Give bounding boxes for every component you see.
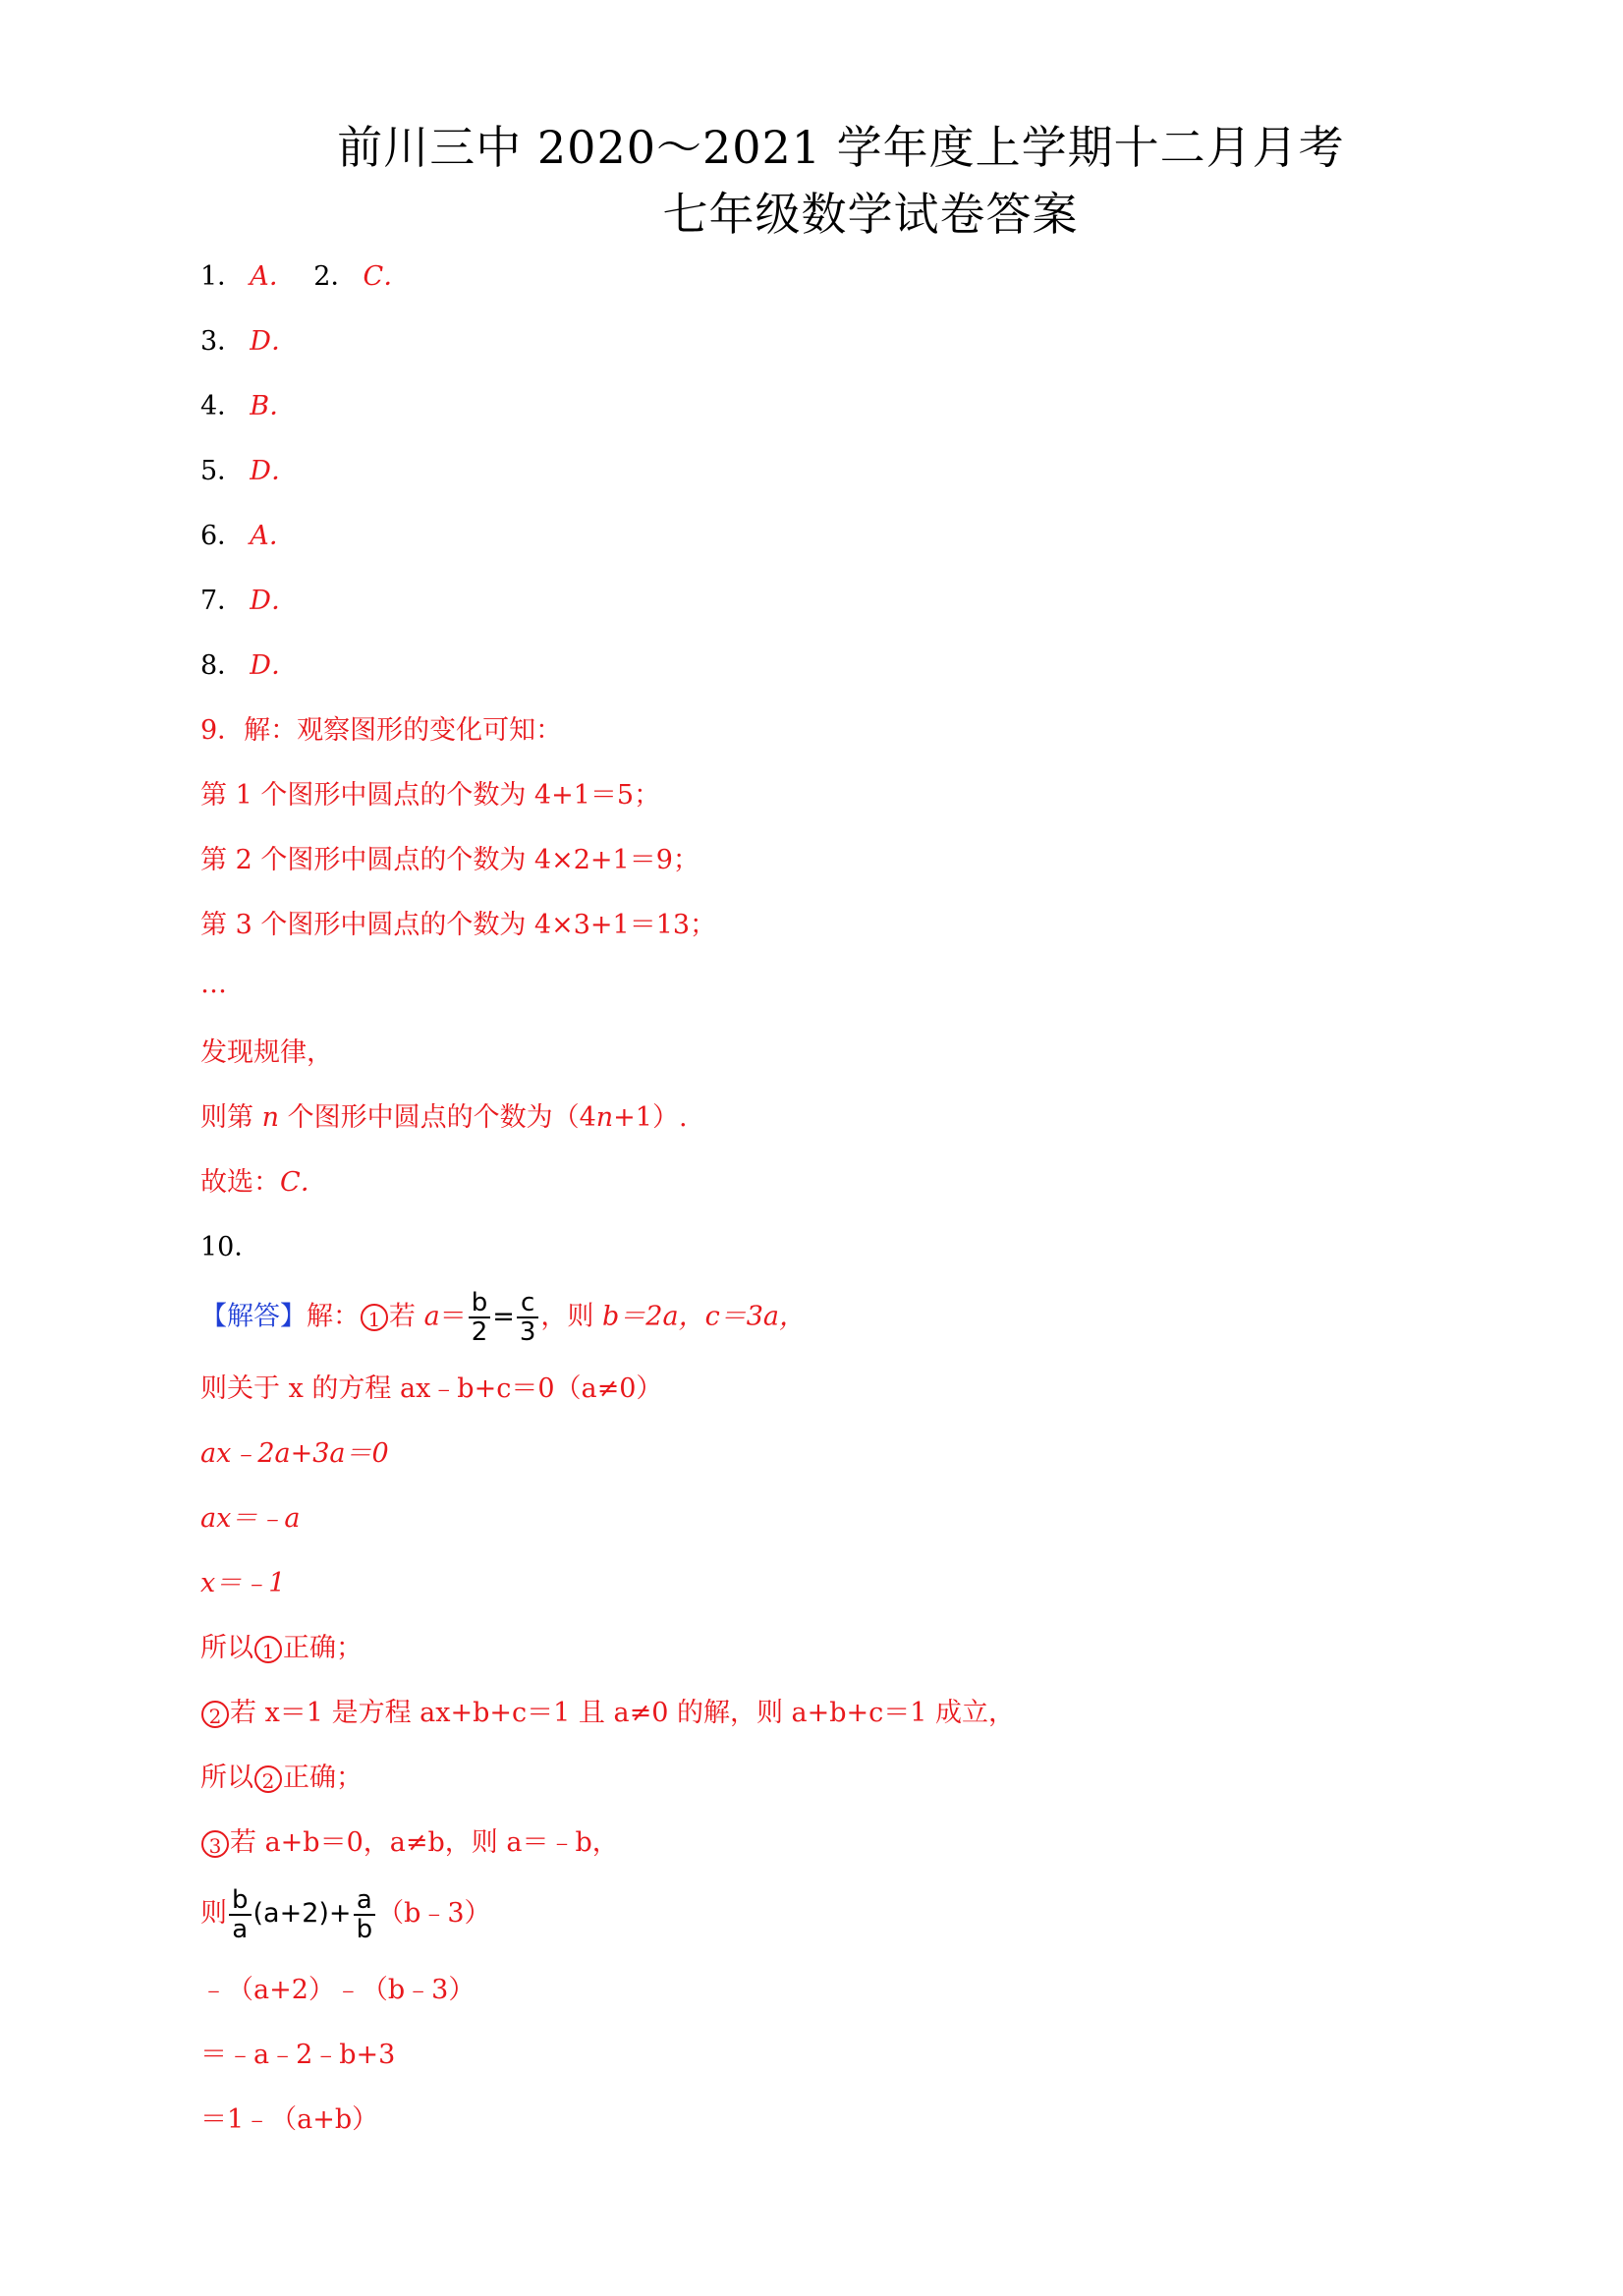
numerator: a	[354, 1886, 376, 1916]
answer-line-1-2	[200, 259, 410, 295]
q9-line-6	[200, 1165, 327, 1201]
q10-line-2: 则关于 x 的方程 ax﹣b+c＝0（a≠0）	[200, 1373, 663, 1404]
circled-number-1: 1	[254, 1636, 282, 1663]
q10-line-11: ﹣（a+2）﹣（b﹣3）	[200, 1975, 476, 2005]
q10-number: 10．	[200, 1232, 261, 1262]
text-fragment: ，则	[540, 1301, 603, 1332]
q10-line-10	[200, 1884, 491, 1943]
page-subtitle: 七年级数学试卷答案	[662, 188, 1079, 241]
denominator: 3	[519, 1317, 536, 1347]
text-fragment: 个图形中圆点的个数为（4	[278, 1102, 596, 1133]
text-fragment: 正确；	[283, 1633, 363, 1663]
text-fragment: +1）.	[613, 1102, 688, 1133]
answer-line-3	[200, 324, 298, 360]
answer-line-4	[200, 389, 296, 424]
q9-ellipsis: …	[200, 969, 227, 999]
fraction-c-over-3	[517, 1289, 539, 1346]
circled-number-2: 2	[201, 1701, 229, 1728]
question-number: 3．	[200, 326, 245, 357]
answer-value: D．	[250, 586, 298, 616]
equals-sign: =	[492, 1301, 515, 1332]
question-number: 6．	[200, 521, 245, 551]
expression-fragment: (a+2)+	[252, 1898, 352, 1929]
circled-number-3: 3	[201, 1830, 229, 1858]
q9-line-3: 第 3 个图形中圆点的个数为 4×3+1＝13；	[200, 910, 717, 940]
q10-line-5: x＝﹣1	[200, 1568, 286, 1598]
denominator: a	[232, 1914, 249, 1944]
variable-n: n	[595, 1102, 614, 1133]
question-number: 1．	[200, 261, 245, 292]
q10-line-9	[200, 1825, 619, 1861]
denominator: b	[356, 1914, 373, 1944]
q10-line-12: ＝﹣a﹣2﹣b+3	[200, 2040, 396, 2070]
q10-line-4: ax＝﹣a	[200, 1503, 301, 1534]
text-fragment: 若	[389, 1301, 424, 1332]
q9-intro: 9．解：观察图形的变化可知：	[200, 715, 563, 746]
text-fragment: （b﹣3）	[377, 1898, 491, 1929]
text-fragment: 故选：	[200, 1167, 280, 1198]
question-number: 5．	[200, 456, 245, 486]
answer-value: A．	[250, 521, 296, 551]
q10-line-7	[200, 1696, 1015, 1731]
numerator: b	[469, 1289, 491, 1318]
q9-line-4: 发现规律，	[200, 1037, 333, 1068]
fraction-b-over-a	[229, 1886, 252, 1943]
text-fragment: b＝2a，c＝3a，	[602, 1301, 806, 1332]
text-fragment: ＝	[439, 1301, 467, 1332]
answer-line-5	[200, 454, 298, 489]
text-fragment: 则第	[200, 1102, 262, 1133]
answer-line-6	[200, 519, 296, 554]
q9-line-2: 第 2 个图形中圆点的个数为 4×2+1＝9；	[200, 845, 700, 875]
text-fragment: 解：	[307, 1301, 360, 1332]
fraction-b-over-2	[469, 1289, 491, 1346]
answer-line-7	[200, 584, 298, 619]
answer-line-8	[200, 648, 298, 684]
answer-value: D．	[250, 650, 298, 681]
variable-n: n	[261, 1102, 279, 1133]
q10-line-8	[200, 1761, 363, 1796]
text-fragment: 所以	[200, 1633, 253, 1663]
q10-line-3: ax﹣2a+3a＝0	[200, 1438, 389, 1469]
answer-value: C．	[363, 261, 411, 292]
text-fragment: 若 x＝1 是方程 ax+b+c＝1 且 a≠0 的解，则 a+b+c＝1 成立，	[230, 1698, 1016, 1728]
q9-line-1: 第 1 个图形中圆点的个数为 4+1＝5；	[200, 780, 661, 811]
solution-tag: 【解答】	[200, 1301, 307, 1332]
fraction-a-over-b	[354, 1886, 376, 1943]
q10-line-6	[200, 1631, 363, 1666]
text-fragment: 则	[200, 1898, 227, 1929]
answer-value: B．	[250, 391, 297, 421]
answer-value: D．	[250, 456, 298, 486]
variable-a: a	[423, 1301, 440, 1332]
answer-value: D．	[250, 326, 298, 357]
answer-value: A．	[250, 261, 296, 292]
page-title: 前川三中 2020～2021 学年度上学期十二月月考	[337, 121, 1345, 174]
answer-value: C．	[280, 1167, 327, 1198]
question-number: 7．	[200, 586, 245, 616]
question-number: 2．	[313, 261, 358, 292]
denominator: 2	[471, 1317, 488, 1347]
circled-number-2: 2	[254, 1765, 282, 1793]
q9-line-5	[200, 1100, 688, 1136]
text-fragment: 所以	[200, 1763, 253, 1793]
numerator: c	[517, 1289, 539, 1318]
text-fragment: 正确；	[283, 1763, 363, 1793]
q10-line-13: ＝1﹣（a+b）	[200, 2104, 379, 2135]
q10-line-1	[200, 1288, 806, 1347]
circled-number-1: 1	[361, 1304, 388, 1331]
text-fragment: 若 a+b＝0，a≠b，则 a＝﹣b，	[230, 1827, 619, 1858]
question-number: 8．	[200, 650, 245, 681]
numerator: b	[229, 1886, 252, 1916]
question-number: 4．	[200, 391, 245, 421]
